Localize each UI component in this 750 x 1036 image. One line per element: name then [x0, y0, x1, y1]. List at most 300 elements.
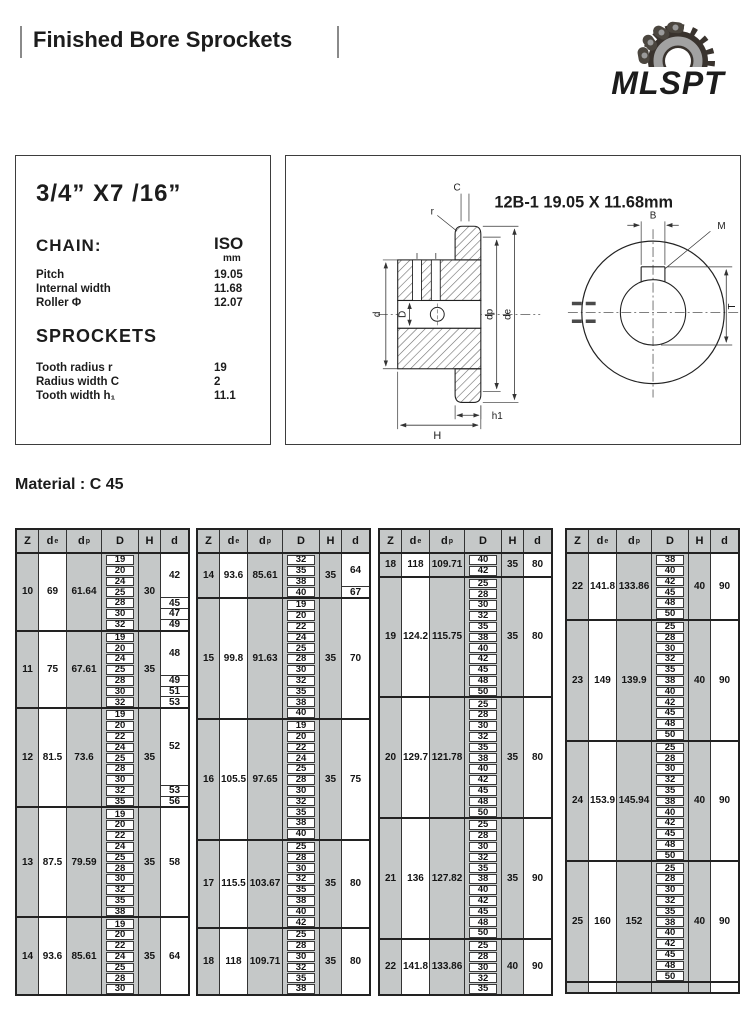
hub-diameter: 80	[531, 559, 544, 571]
column-header: Z	[17, 530, 39, 552]
cell-dp: 97.65	[248, 720, 283, 839]
z-group	[380, 578, 551, 699]
bore-option: 30	[287, 665, 315, 675]
table-header-row	[380, 530, 551, 554]
cell-de: 115.5	[220, 841, 248, 927]
standard-unit: mm	[223, 253, 241, 264]
hub-diameter: 67	[342, 586, 369, 597]
bore-option: 45	[469, 665, 497, 675]
bore-option: 38	[287, 984, 315, 994]
cell-z: 11	[17, 632, 39, 708]
cell-dp: 61.64	[67, 554, 102, 630]
hub-diameter: 90	[531, 873, 544, 885]
cell-z: 20	[380, 698, 402, 817]
bore-option: 40	[469, 764, 497, 774]
logo-text: MLSPT	[611, 65, 725, 100]
bore-option: 28	[469, 710, 497, 720]
bore-option: 32	[469, 732, 497, 742]
cell-dp	[617, 983, 652, 992]
bore-option: 28	[469, 952, 497, 962]
cell-H: 35	[139, 709, 161, 806]
cell-de: 99.8	[220, 599, 248, 718]
bore-option: 35	[656, 786, 684, 796]
bore-option: 25	[287, 764, 315, 774]
bore-option: 20	[106, 820, 134, 830]
bore-option: 25	[469, 579, 497, 589]
z-group	[567, 742, 738, 863]
bore-option: 30	[106, 984, 134, 994]
cell-H: 35	[320, 841, 342, 927]
bore-option: 30	[106, 609, 134, 619]
bore-option: 24	[287, 753, 315, 763]
cell-dp: 67.61	[67, 632, 102, 708]
bore-option: 38	[287, 577, 315, 587]
company-logo	[590, 6, 745, 100]
title-right-bar	[337, 26, 339, 58]
bore-option: 25	[287, 930, 315, 940]
bore-option: 32	[106, 697, 134, 707]
spec-label: Internal width	[36, 283, 111, 295]
spec-value: 2	[214, 376, 221, 388]
bore-option: 40	[469, 555, 497, 565]
cell-de: 93.6	[39, 918, 67, 994]
cell-d-hub	[524, 940, 551, 994]
bore-option: 30	[469, 963, 497, 973]
z-group	[380, 554, 551, 578]
dim-label-bore: D	[397, 310, 409, 318]
bore-option: 22	[287, 743, 315, 753]
bore-option: 22	[106, 831, 134, 841]
cell-D-list	[102, 554, 139, 630]
bore-option: 32	[287, 963, 315, 973]
bore-option: 50	[469, 928, 497, 938]
cell-D-list	[465, 554, 502, 576]
cell-H: 35	[320, 599, 342, 718]
bore-option: 40	[287, 708, 315, 718]
cell-dp: 85.61	[248, 554, 283, 597]
cell-H: 35	[139, 808, 161, 916]
bore-option: 38	[287, 697, 315, 707]
bore-option: 42	[656, 939, 684, 949]
bore-option: 35	[287, 885, 315, 895]
cell-D-list	[465, 819, 502, 938]
spec-row	[36, 269, 262, 281]
bore-option: 35	[469, 743, 497, 753]
z-group	[380, 940, 551, 994]
dim-label-de: de	[502, 308, 514, 320]
table-header-row	[198, 530, 369, 554]
bore-option: 42	[469, 896, 497, 906]
bore-option: 22	[106, 941, 134, 951]
bore-option: 19	[106, 633, 134, 643]
bore-option: 35	[469, 622, 497, 632]
bore-option: 32	[469, 853, 497, 863]
bore-option: 42	[469, 775, 497, 785]
bore-option: 50	[656, 971, 684, 981]
dim-label-b: B	[649, 210, 657, 222]
bore-option: 32	[656, 654, 684, 664]
hub-diameter: 48	[168, 647, 181, 659]
dim-label-c: C	[453, 182, 461, 194]
bore-option: 50	[656, 851, 684, 861]
bore-option: 24	[106, 952, 134, 962]
cell-z: 10	[17, 554, 39, 630]
hub-diameter: 51	[161, 686, 188, 697]
cell-de: 105.5	[220, 720, 248, 839]
column-header: D	[102, 530, 139, 552]
cell-z: 19	[380, 578, 402, 697]
dim-label-d: d	[371, 311, 383, 318]
cell-d-hub	[342, 599, 369, 718]
bore-option: 45	[469, 907, 497, 917]
z-group	[17, 709, 188, 808]
cell-d-hub	[342, 841, 369, 927]
cell-H: 40	[689, 742, 711, 861]
bore-option: 22	[106, 732, 134, 742]
chain-size-title: 3/4” X7 /16”	[36, 180, 182, 207]
cell-D-list	[283, 841, 320, 927]
bore-option: 35	[106, 797, 134, 807]
bore-option: 38	[469, 874, 497, 884]
cell-de: 118	[402, 554, 430, 576]
bore-option: 40	[656, 928, 684, 938]
bore-option: 25	[106, 963, 134, 973]
hub-diameter: 64	[168, 950, 181, 962]
column-header: d	[171, 535, 178, 547]
cell-D-list	[652, 621, 689, 740]
cell-de: 118	[220, 929, 248, 994]
page-title: Finished Bore Sprockets	[33, 27, 293, 52]
cell-d-hub	[342, 720, 369, 839]
z-group	[198, 841, 369, 929]
bore-option: 50	[469, 687, 497, 697]
hub-diameter: 90	[718, 916, 731, 928]
cell-d-hub	[161, 709, 188, 806]
bore-option: 30	[106, 874, 134, 884]
cell-D-list	[102, 632, 139, 708]
bore-option: 32	[287, 676, 315, 686]
cell-d-hub	[524, 578, 551, 697]
bore-option: 35	[287, 566, 315, 576]
spec-value: 11.68	[214, 283, 243, 295]
column-header: d	[352, 535, 359, 547]
bore-option: 28	[287, 654, 315, 664]
z-group	[198, 929, 369, 994]
z-group	[17, 554, 188, 632]
hub-diameter: 90	[718, 674, 731, 686]
bore-option: 32	[287, 555, 315, 565]
cell-dp: 85.61	[67, 918, 102, 994]
dim-label-t: T	[727, 303, 739, 310]
hub-diameter: 58	[168, 856, 181, 868]
cell-H: 40	[689, 621, 711, 740]
bore-option: 48	[469, 797, 497, 807]
dim-label-h1: h1	[491, 411, 503, 423]
cell-H	[689, 983, 711, 992]
bore-option: 50	[656, 609, 684, 619]
spec-row	[36, 362, 262, 374]
cell-H: 35	[502, 698, 524, 817]
hub-diameter: 52	[168, 741, 181, 753]
hub-diameter: 70	[349, 653, 362, 665]
cell-H: 35	[502, 554, 524, 576]
spec-value: 19	[214, 362, 227, 374]
cell-H: 40	[689, 554, 711, 619]
dim-label-hub-width: H	[433, 430, 442, 443]
sprockets-heading: SPROCKETS	[36, 326, 158, 346]
column-header: D	[652, 530, 689, 552]
cell-H: 35	[320, 720, 342, 839]
bore-option: 35	[469, 863, 497, 873]
bore-option: 48	[656, 840, 684, 850]
bore-option: 45	[469, 786, 497, 796]
bore-option: 28	[106, 676, 134, 686]
column-header: Z	[380, 530, 402, 552]
hub-diameter: 80	[349, 956, 362, 968]
spec-label: Radius width C	[36, 376, 120, 388]
z-group	[17, 918, 188, 994]
z-group	[380, 819, 551, 940]
hub-diameter: 80	[349, 878, 362, 890]
column-header: d p	[617, 530, 652, 552]
bore-option: 19	[106, 919, 134, 929]
column-header: H	[689, 530, 711, 552]
bore-option: 38	[656, 555, 684, 565]
bore-option: 48	[656, 598, 684, 608]
bore-option: 45	[656, 950, 684, 960]
column-header: D	[283, 530, 320, 552]
cell-dp: 139.9	[617, 621, 652, 740]
cell-de: 149	[589, 621, 617, 740]
cell-dp: 121.78	[430, 698, 465, 817]
cell-d-hub	[711, 742, 738, 861]
bore-option: 32	[287, 797, 315, 807]
cell-de: 141.8	[402, 940, 430, 994]
bore-option: 25	[106, 665, 134, 675]
cell-z: 24	[567, 742, 589, 861]
hub-diameter: 53	[161, 696, 188, 707]
bore-option: 30	[469, 600, 497, 610]
cell-de: 75	[39, 632, 67, 708]
cell-de: 160	[589, 862, 617, 981]
bore-option: 45	[656, 829, 684, 839]
bore-option: 30	[106, 687, 134, 697]
hub-diameter	[711, 983, 738, 992]
cell-dp: 103.67	[248, 841, 283, 927]
bore-option: 19	[106, 555, 134, 565]
material-label: Material : C 45	[15, 476, 124, 493]
bore-option: 32	[106, 620, 134, 630]
cell-d-hub	[342, 554, 369, 597]
bore-option: 20	[287, 732, 315, 742]
cell-de: 141.8	[589, 554, 617, 619]
hub-diameter: 45	[161, 597, 188, 608]
spec-label: Tooth radius r	[36, 362, 113, 374]
cell-H: 40	[502, 940, 524, 994]
bore-option: 38	[469, 633, 497, 643]
dim-label-m: M	[717, 221, 726, 233]
cell-H: 35	[139, 918, 161, 994]
bore-option: 42	[656, 577, 684, 587]
bore-option: 48	[469, 917, 497, 927]
cell-d-hub	[711, 983, 738, 992]
cell-H: 35	[139, 632, 161, 708]
bore-option: 28	[469, 831, 497, 841]
bore-option: 19	[287, 600, 315, 610]
bore-option: 32	[106, 786, 134, 796]
z-group	[567, 983, 738, 992]
z-group	[567, 621, 738, 742]
technical-drawing-panel	[285, 155, 741, 445]
column-header: d p	[430, 530, 465, 552]
bore-option: 38	[656, 676, 684, 686]
z-group	[198, 720, 369, 841]
cell-z: 16	[198, 720, 220, 839]
bore-option: 24	[106, 654, 134, 664]
bore-option: 28	[656, 633, 684, 643]
cell-dp: 127.82	[430, 819, 465, 938]
cell-d-hub	[161, 632, 188, 708]
dim-label-dp: dp	[484, 308, 496, 320]
bore-option: 25	[656, 743, 684, 753]
cell-z: 15	[198, 599, 220, 718]
cell-dp: 109.71	[430, 554, 465, 576]
bore-option: 22	[287, 622, 315, 632]
column-header: d	[721, 535, 728, 547]
bore-option: 30	[287, 786, 315, 796]
cell-de	[589, 983, 617, 992]
hub-diameter: 90	[718, 580, 731, 592]
spec-value: 11.1	[214, 390, 236, 402]
cell-dp: 109.71	[248, 929, 283, 994]
hub-diameter: 47	[161, 608, 188, 619]
hub-diameter: 49	[161, 619, 188, 630]
bore-option: 20	[106, 721, 134, 731]
bore-option: 25	[656, 863, 684, 873]
z-group	[17, 632, 188, 710]
bore-option: 42	[469, 654, 497, 664]
bore-option: 48	[469, 676, 497, 686]
bore-option: 40	[287, 587, 315, 597]
cell-D-list	[652, 862, 689, 981]
z-group	[567, 554, 738, 621]
bore-option: 35	[287, 687, 315, 697]
spec-row	[36, 283, 262, 295]
hub-diameter: 64	[349, 564, 362, 576]
bore-option: 35	[106, 896, 134, 906]
cell-dp: 152	[617, 862, 652, 981]
bore-option: 28	[106, 598, 134, 608]
bore-option: 24	[106, 577, 134, 587]
cell-z: 22	[567, 554, 589, 619]
cell-z: 23	[567, 621, 589, 740]
bore-option: 30	[287, 952, 315, 962]
dim-label-r: r	[430, 206, 434, 218]
cell-H: 35	[502, 819, 524, 938]
cell-z: 13	[17, 808, 39, 916]
bore-option: 38	[656, 917, 684, 927]
z-group	[198, 554, 369, 599]
hub-diameter: 49	[161, 675, 188, 686]
cell-D-list	[465, 940, 502, 994]
bore-option: 40	[469, 643, 497, 653]
spec-label: Pitch	[36, 269, 65, 281]
column-header: Z	[567, 530, 589, 552]
cell-D-list	[652, 983, 689, 992]
bore-option: 30	[656, 643, 684, 653]
chain-spec-panel	[15, 155, 271, 445]
hub-diameter: 56	[161, 796, 188, 807]
bore-option: 35	[287, 807, 315, 817]
cell-z	[567, 983, 589, 992]
bore-option: 28	[287, 853, 315, 863]
cell-z: 12	[17, 709, 39, 806]
column-header: H	[502, 530, 524, 552]
hub-diameter: 53	[161, 785, 188, 796]
column-header: d p	[67, 530, 102, 552]
cell-d-hub	[711, 862, 738, 981]
cell-d-hub	[524, 554, 551, 576]
cell-dp: 145.94	[617, 742, 652, 861]
column-header: d p	[248, 530, 283, 552]
sprocket-table-2	[196, 528, 371, 996]
table-header-row	[567, 530, 738, 554]
spec-label: Roller Φ	[36, 297, 82, 309]
bore-option: 28	[656, 874, 684, 884]
bore-option: 45	[656, 708, 684, 718]
cell-dp: 73.6	[67, 709, 102, 806]
bore-option: 30	[469, 721, 497, 731]
bore-option: 19	[287, 721, 315, 731]
cell-D-list	[102, 808, 139, 916]
cell-de: 81.5	[39, 709, 67, 806]
bore-option: 40	[287, 907, 315, 917]
cell-D-list	[465, 698, 502, 817]
hub-diameter: 90	[718, 795, 731, 807]
bore-option: 42	[469, 566, 497, 576]
bore-option: 28	[287, 775, 315, 785]
cell-dp: 133.86	[430, 940, 465, 994]
bore-option: 19	[106, 710, 134, 720]
sprocket-table-3	[378, 528, 553, 996]
cell-z: 22	[380, 940, 402, 994]
bore-option: 38	[287, 896, 315, 906]
cell-dp: 133.86	[617, 554, 652, 619]
bore-option: 25	[656, 622, 684, 632]
cell-de: 124.2	[402, 578, 430, 697]
cell-d-hub	[524, 819, 551, 938]
bore-option: 25	[287, 643, 315, 653]
cell-D-list	[465, 578, 502, 697]
bore-option: 32	[656, 896, 684, 906]
cell-de: 93.6	[220, 554, 248, 597]
bore-option: 28	[656, 753, 684, 763]
cell-dp: 115.75	[430, 578, 465, 697]
hub-diameter: 75	[349, 773, 362, 785]
chain-heading: CHAIN:	[36, 236, 102, 255]
cell-z: 21	[380, 819, 402, 938]
table-header-row	[17, 530, 188, 554]
cell-dp: 79.59	[67, 808, 102, 916]
bore-option: 30	[656, 885, 684, 895]
column-header: d e	[589, 530, 617, 552]
cell-d-hub	[161, 918, 188, 994]
bore-option: 28	[106, 764, 134, 774]
column-header: H	[320, 530, 342, 552]
cell-D-list	[102, 918, 139, 994]
bore-option: 30	[287, 863, 315, 873]
cell-de: 136	[402, 819, 430, 938]
